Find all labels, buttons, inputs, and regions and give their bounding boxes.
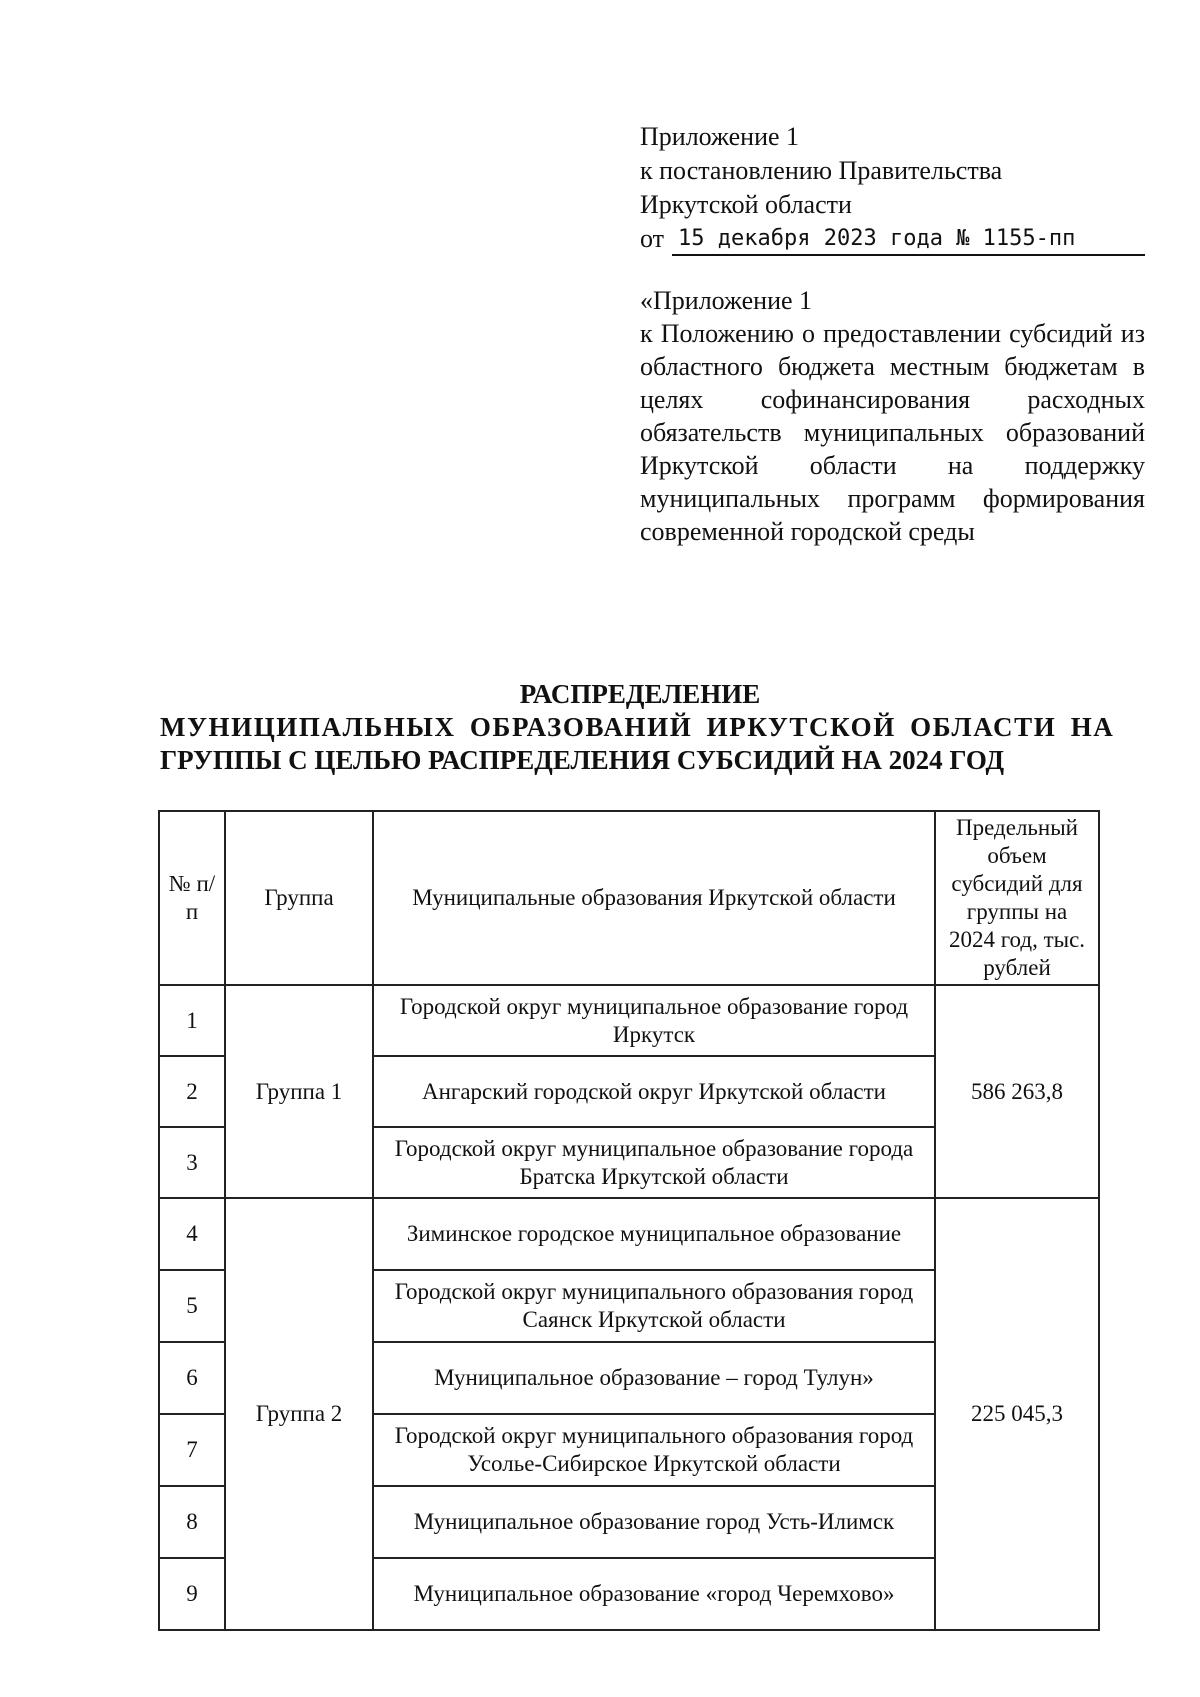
resolution-date-row — [640, 222, 1145, 256]
date-prefix: от — [640, 224, 665, 253]
municipality-name: Муниципальное образование – город Тулун» — [373, 1342, 935, 1414]
group-limit: 586 263,8 — [935, 985, 1099, 1198]
distribution-table — [158, 810, 1100, 1631]
row-num: 5 — [159, 1270, 225, 1342]
title-line: ГРУППЫ С ЦЕЛЬЮ РАСПРЕДЕЛЕНИЯ СУБСИДИЙ НА 2024 ГОД — [160, 745, 1005, 775]
appendix-line: Приложение 1 — [640, 122, 800, 151]
header-group: Группа — [225, 811, 373, 985]
municipality-name: Городской округ муниципальное образование города Братска Иркутской области — [373, 1127, 935, 1198]
appendix-line: к постановлению Правительства — [640, 156, 1003, 185]
municipality-name: Городской округ муниципального образования город Усолье-Сибирское Иркутской области — [373, 1414, 935, 1486]
row-num: 8 — [159, 1486, 225, 1558]
table-header-row — [159, 811, 1099, 985]
title-line: РАСПРЕДЕЛЕНИЕ — [519, 679, 761, 709]
row-num: 4 — [159, 1198, 225, 1270]
group-name: Группа 1 — [225, 985, 373, 1198]
group-limit: 225 045,3 — [935, 1198, 1099, 1630]
row-num: 9 — [159, 1558, 225, 1630]
row-num: 1 — [159, 985, 225, 1056]
quoted-appendix-body: к Положению о предоставлении субсидий из областного бюджета местным бюджетам в целях софинансирования расходных обязательств муниципальных образований Иркутской области на поддержку муниципальных программ формирования современной городской среды — [640, 319, 1145, 546]
appendix-header — [640, 120, 1145, 256]
municipality-name: Ангарский городской округ Иркутской области — [373, 1056, 935, 1127]
municipality-name: Городской округ муниципальное образование город Иркутск — [373, 985, 935, 1056]
quoted-appendix — [640, 284, 1145, 548]
municipality-name: Зиминское городское муниципальное образование — [373, 1198, 935, 1270]
municipality-name: Городской округ муниципального образования город Саянск Иркутской области — [373, 1270, 935, 1342]
resolution-date: 15 декабря 2023 года № 1155-пп — [672, 224, 1145, 256]
quoted-appendix-title: «Приложение 1 — [640, 286, 813, 315]
title-line: МУНИЦИПАЛЬНЫХ ОБРАЗОВАНИЙ ИРКУТСКОЙ ОБЛАСТИ НА — [160, 712, 1115, 742]
row-num: 2 — [159, 1056, 225, 1127]
document-title — [150, 678, 1130, 777]
appendix-line: Иркутской области — [640, 190, 852, 219]
table-row — [159, 1198, 1099, 1270]
municipality-name: Муниципальное образование «город Черемхово» — [373, 1558, 935, 1630]
row-num: 6 — [159, 1342, 225, 1414]
row-num: 7 — [159, 1414, 225, 1486]
header-limit: Предельный объем субсидий для группы на 2024 год, тыс. рублей — [935, 811, 1099, 985]
header-municipalities: Муниципальные образования Иркутской области — [373, 811, 935, 985]
header-num: № п/п — [159, 811, 225, 985]
group-name: Группа 2 — [225, 1198, 373, 1630]
row-num: 3 — [159, 1127, 225, 1198]
municipality-name: Муниципальное образование город Усть-Илимск — [373, 1486, 935, 1558]
table-row — [159, 985, 1099, 1056]
